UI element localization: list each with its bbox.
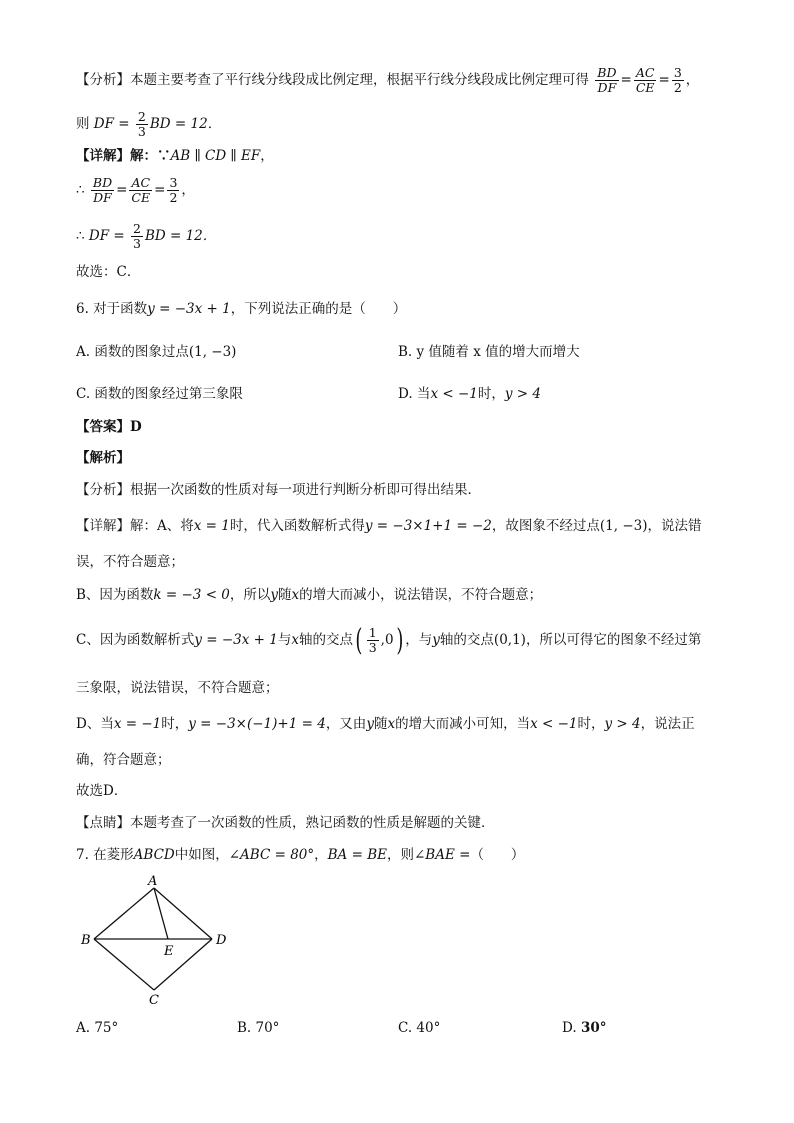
q7-3: ， (314, 847, 328, 863)
detail-d-1: D、当 (76, 716, 114, 732)
q7-option-d-pre: D. (562, 1020, 577, 1036)
q6-option-d-mid: 时， (477, 386, 505, 402)
fraction-bd-df-2: $\frac{BD}{DF}$ (92, 175, 113, 205)
label-e: E (164, 944, 174, 959)
fraction-ac-ce: $\frac{AC}{CE}$ (635, 65, 655, 95)
paren-close: ) (395, 622, 403, 658)
detail-a-2: 时，代入函数解析式得 (229, 518, 365, 534)
fraction-2-3-2: $\frac{2}{3}$ (133, 221, 141, 251)
q6-label: 6. 对于函数 (76, 301, 148, 317)
var-x-3: x (387, 716, 396, 732)
detail-c-m: y = −3x + 1 (194, 632, 278, 648)
math-df-2: DF (88, 228, 110, 244)
choice-d-line: 故选D． (76, 783, 128, 799)
text-ze: 则 (76, 116, 90, 132)
detail-a-3: ，故图象不经过点 (491, 518, 600, 534)
q6-option-c[interactable]: C. 函数的图象经过第三象限 (76, 386, 243, 402)
math-bd-12: BD = 12． (149, 116, 222, 132)
rhombus-diagram (76, 872, 246, 1012)
detail-d-m2: y = −3×(−1)+1 = 4 (188, 716, 326, 732)
q6-option-d-cond: x < −1 (430, 386, 478, 402)
detail-d-3: ，又由 (325, 716, 367, 732)
detail-c-6: ，所以可得它的图象不经过第 (525, 632, 702, 648)
var-x-2: x (291, 632, 299, 648)
q6-option-a-point: (1, −3) (188, 344, 237, 360)
q7-option-c[interactable]: C. 40° (398, 1020, 441, 1036)
fraction-1-3: $\frac{1}{3}$ (368, 625, 377, 655)
q6-option-a[interactable] (76, 340, 236, 360)
detail-b-4: 的增大而减小，说法错误，不符合题意； (299, 587, 543, 603)
label-c: C (149, 993, 159, 1008)
fraction-ac-ce-2: $\frac{AC}{CE}$ (131, 175, 151, 205)
var-y-2: y (432, 632, 440, 648)
q6-option-b[interactable]: B. y 值随着 x 值的增大而增大 (398, 344, 580, 360)
detail-b-1: B、因为函数 (76, 587, 154, 603)
detail-d-2: 时， (161, 716, 189, 732)
q7-m4: ∠BAE = (413, 847, 471, 863)
detail-b-line (76, 585, 542, 605)
q7-2: 中如图， (174, 847, 229, 863)
edge-cd (154, 939, 212, 990)
q7-4: ，则 (386, 847, 414, 863)
q7-option-a[interactable]: A. 75° (76, 1020, 119, 1036)
q7-m3: BA = BE (327, 847, 387, 863)
q6-tail: ，下列说法正确的是（ ） (230, 301, 407, 317)
detail-c-1: C、因为函数解析式 (76, 632, 195, 648)
detail-label: 【详解】解：∵ (76, 148, 171, 164)
detail-c-point: (0,1) (493, 632, 526, 648)
q7-1: 7. 在菱形 (76, 847, 134, 863)
var-x: x (291, 587, 300, 603)
detail-b-2: ，所以 (229, 587, 271, 603)
detail-d-6: 时， (577, 716, 605, 732)
therefore-ratio-line: ∴ $\frac{BD}{DF}$ = $\frac{AC}{CE}$ = $\frac{3}{2}$ ， (76, 175, 195, 205)
q7-5: （ ） (470, 847, 525, 863)
jiexi-label: 【解析】 (76, 450, 130, 466)
q7-option-b[interactable]: B. 70° (237, 1020, 280, 1036)
analysis-line: 【分析】本题主要考查了平行线分线段成比例定理，根据平行线分线段成比例定理可得 $\frac{BD}{DF}$ = $\frac{AC}{CE}$ = $\frac{3}{2}$ ， (76, 65, 700, 95)
therefore-df-line: ∴ DF = $\frac{2}{3}$ BD = 12． (76, 221, 217, 251)
var-y-3: y (366, 716, 374, 732)
fraction-3-2-2: $\frac{3}{2}$ (169, 175, 178, 205)
q7-option-d-value: 30° (580, 1020, 607, 1036)
analysis-text: 【分析】本题主要考查了平行线分线段成比例定理，根据平行线分线段成比例定理可得 (76, 72, 589, 88)
math-bd-12-2: BD = 12． (144, 228, 217, 244)
detail-d-7: ，说法正 (640, 716, 695, 732)
segment-ae (154, 888, 168, 939)
detail-a-m2: y = −3×1+1 = −2 (364, 518, 492, 534)
label-d: D (216, 933, 227, 948)
detail-line: 【详解】解：∵AB ∥ CD ∥ EF， (76, 148, 274, 164)
math-parallel: AB ∥ CD ∥ EF (170, 148, 261, 164)
paren-open: ( (355, 622, 363, 658)
fraction-3-2: $\frac{3}{2}$ (673, 65, 682, 95)
detail-a-1: 【详解】解：A、将 (76, 518, 194, 534)
df-result-line: 则 DF = $\frac{2}{3}$ BD = 12． (76, 109, 222, 139)
q6-option-d-pre: D. 当 (398, 386, 431, 402)
detail-c-3: 轴的交点 (299, 632, 353, 648)
answer-label: 【答案】D (76, 419, 142, 435)
detail-d-4: 随 (373, 716, 388, 732)
detail-a-line (76, 516, 702, 536)
q6-option-a-text: A. 函数的图象过点 (76, 344, 189, 360)
q6-function: y = −3x + 1 (147, 301, 231, 317)
detail-a-m1: x = 1 (193, 518, 230, 534)
fraction-bd-df: $\frac{BD}{DF}$ (597, 65, 617, 95)
label-a: A (148, 874, 158, 889)
detail-d-m3: x < −1 (530, 716, 578, 732)
edge-bc (94, 939, 154, 990)
therefore-symbol-2: ∴ (76, 228, 85, 244)
q6-option-d[interactable] (398, 382, 541, 402)
detail-d-m4: y > 4 (604, 716, 641, 732)
detail-b-m: k = −3 < 0 (153, 587, 230, 603)
detail-c-2: 与 (277, 632, 292, 648)
question-6 (76, 299, 406, 319)
var-y: y (270, 587, 279, 603)
detail-d-line2: 确，符合题意； (76, 752, 171, 768)
detail-c-line2: 三象限，说法错误，不符合题意； (76, 680, 279, 696)
detail-d-5: 的增大而减小可知，当 (395, 716, 531, 732)
dianjing-line: 【点睛】本题考查了一次函数的性质，熟记函数的性质是解题的关键． (76, 815, 495, 831)
edge-ab (94, 888, 154, 939)
question-7 (76, 845, 524, 865)
choice-c-line: 故选：C． (76, 264, 141, 280)
detail-c-line (76, 622, 701, 658)
q6-option-d-res: y > 4 (504, 386, 541, 402)
therefore-symbol: ∴ (76, 182, 85, 198)
detail-c-4: ，与 (405, 632, 433, 648)
detail-b-3: 随 (278, 587, 292, 603)
fenxi-line: 【分析】根据一次函数的性质对每一项进行判断分析即可得出结果． (76, 482, 481, 498)
q7-option-d[interactable] (562, 1020, 606, 1036)
detail-a-m3: (1, −3) (599, 518, 648, 534)
detail-d-line (76, 714, 695, 734)
fraction-2-3: $\frac{2}{3}$ (137, 109, 146, 139)
q7-m1: ABCD (133, 847, 175, 863)
detail-c-5: 轴的交点 (439, 632, 494, 648)
edge-ad (154, 888, 212, 939)
label-b: B (81, 933, 91, 948)
detail-d-m1: x = −1 (113, 716, 162, 732)
q7-m2: ∠ABC = 80° (228, 847, 315, 863)
detail-a-4: ，说法错 (647, 518, 702, 534)
detail-a-line2: 误，不符合题意； (76, 554, 184, 570)
comma-zero: ,0 (380, 632, 394, 648)
math-df: DF (93, 116, 114, 132)
